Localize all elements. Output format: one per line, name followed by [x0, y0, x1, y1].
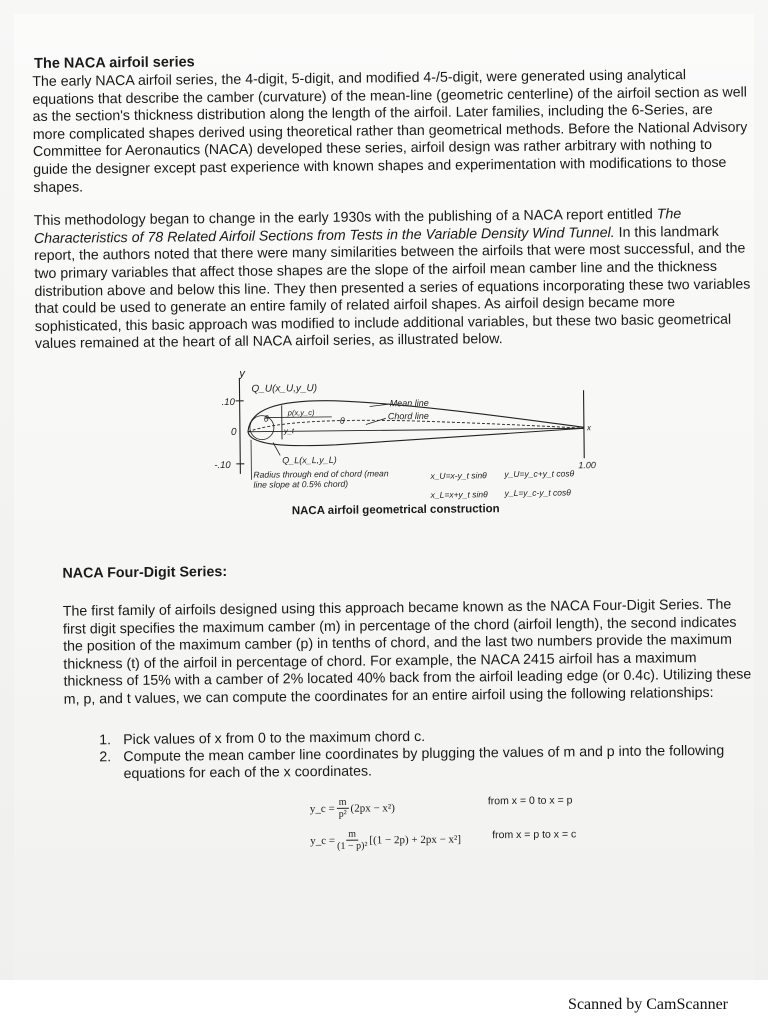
origin-label: 0 — [230, 426, 237, 438]
mean-line-label: Mean line — [389, 397, 429, 409]
lower-point-label: Q_L(x_L,y_L) — [282, 454, 337, 466]
y-axis-label: y — [239, 367, 245, 380]
document-title: The NACA airfoil series — [33, 54, 195, 72]
eq-lower-x: x_L=x+y_t sinθ — [430, 489, 488, 500]
eq-lower-y: y_L=y_c-y_t cosθ — [504, 487, 571, 498]
report-title: The Characteristics of 78 Related Airfoil Sections from Tests in the Variable Density Wind Tunnel. — [33, 206, 682, 247]
theta-label-2: θ — [339, 415, 345, 426]
equation-1 — [310, 797, 395, 821]
equation-2-numerator: m — [346, 829, 358, 841]
equation-1-lhs: y_c = — [309, 802, 335, 816]
y-axis-line — [239, 378, 240, 474]
equation-1-numerator: m — [337, 797, 349, 809]
figure-caption: NACA airfoil geometrical construction — [291, 503, 500, 518]
scanner-watermark: Scanned by CamScanner — [568, 996, 728, 1013]
camber-point-label: p(x,y_c) — [287, 407, 315, 418]
equation-1-denominator: p² — [338, 809, 347, 821]
x-axis-label: x — [586, 423, 591, 433]
equation-2-rhs: [(1 − 2p) + 2px − x²] — [369, 833, 462, 847]
equation-2-range: from x = p to x = c — [492, 828, 577, 842]
history-paragraph — [34, 206, 751, 354]
upper-point-label: Q_U(x_U,y_U) — [251, 382, 318, 395]
trailing-edge-line — [584, 390, 585, 458]
eq-upper-x: x_U=x-y_t sinθ — [430, 470, 487, 481]
step-text: Compute the mean camber line coordinates by plugging the values of m and p into the following equations for each of the x coordinates. — [123, 743, 725, 783]
equation-2-denominator: (1 − p)² — [337, 840, 368, 853]
four-digit-paragraph: The first family of airfoils designed using this approach became known as the NACA Four-Digit Series. The first digit specifies the maximum camber (m) in percentage of the chord (airfoil length), the second indicates the position of the maximum camber (p) in tenths of chord, and the last two numbers provide the maximum thickness (t) of the airfoil in percentage of chord. For example, the NACA 2415 airfoil has a maximum thickness of 15% with a camber of 2% located 40% back from the airfoil leading edge (or 0.4c). Utilizing these m, p, and t values, we can compute the coordinates for an entire airfoil using the following relationships: — [62, 596, 752, 708]
scanner-footer — [0, 980, 768, 1024]
equation-1-fraction — [337, 797, 349, 820]
section-title: NACA Four-Digit Series: — [62, 563, 228, 582]
step-text: Pick values of x from 0 to the maximum chord c. — [123, 729, 426, 749]
tick-bottom-label: -.10 — [214, 459, 231, 472]
history-text-after: In this landmark report, the authors noted that there were many similarities between the airfoils that were most successful, and the two primary variables that affect those shapes are the slope of the airfoil mean camber line and the thickness distribution above and below this line. They then presented a series of equations incorporating these two variables that could be used to generate an entire family of related airfoil shapes. As airfoil design became more sophisticated, this basic approach was modified to include additional variables, but these two basic geometrical values remained at the heart of all NACA airfoil series, as illustrated below. — [34, 223, 751, 353]
camber-equations — [40, 787, 757, 864]
chord-line-pointer — [366, 418, 386, 424]
history-text-before: This methodology began to change in the early 1930s with the publishing of a NACA report entitled — [33, 206, 653, 230]
chord-line-label: Chord line — [387, 410, 429, 422]
radius-note: Radius through end of chord (mean line slope at 0.5% chord) — [253, 468, 389, 490]
tick-top-label: .10 — [221, 396, 235, 408]
mean-line-pointer — [370, 404, 388, 406]
equation-2-lhs: y_c = — [310, 834, 336, 848]
intro-paragraph: The early NACA airfoil series, the 4-digit, 5-digit, and modified 4-/5-digit, were generated using analytical equations that describe the camber (curvature) of the mean-line (geometric centerline) of the airfoil section as well as the section's thickness distribution along the length of the airfoil. Later families, including the 6-Series, are more complicated shapes derived using theoretical rather than geometrical methods. Before the National Advisory Committee for Aeronautics (NACA) developed these series, airfoil design was rather arbitrary with nothing to guide the designer except past experience with known shapes and experimentation with modifications to those shapes. — [32, 67, 748, 196]
eq-upper-y: y_U=y_c+y_t cosθ — [504, 468, 575, 479]
step-number: 2. — [99, 749, 112, 766]
thickness-label: y_t — [283, 426, 295, 436]
document-content — [32, 49, 756, 865]
equation-1-rhs: (2px − x²) — [350, 802, 395, 815]
equation-2-fraction — [337, 829, 368, 852]
chord-end-label: 1.00 — [578, 460, 596, 471]
step-item — [99, 743, 739, 784]
steps-list — [99, 726, 739, 784]
equation-2 — [310, 828, 461, 853]
theta-label-1: θ — [263, 413, 269, 424]
leading-edge-radius — [250, 415, 274, 439]
step-number: 1. — [99, 732, 112, 749]
equation-1-range: from x = 0 to x = p — [487, 794, 573, 808]
paper-sheet — [14, 14, 754, 980]
airfoil-figure — [35, 364, 753, 531]
